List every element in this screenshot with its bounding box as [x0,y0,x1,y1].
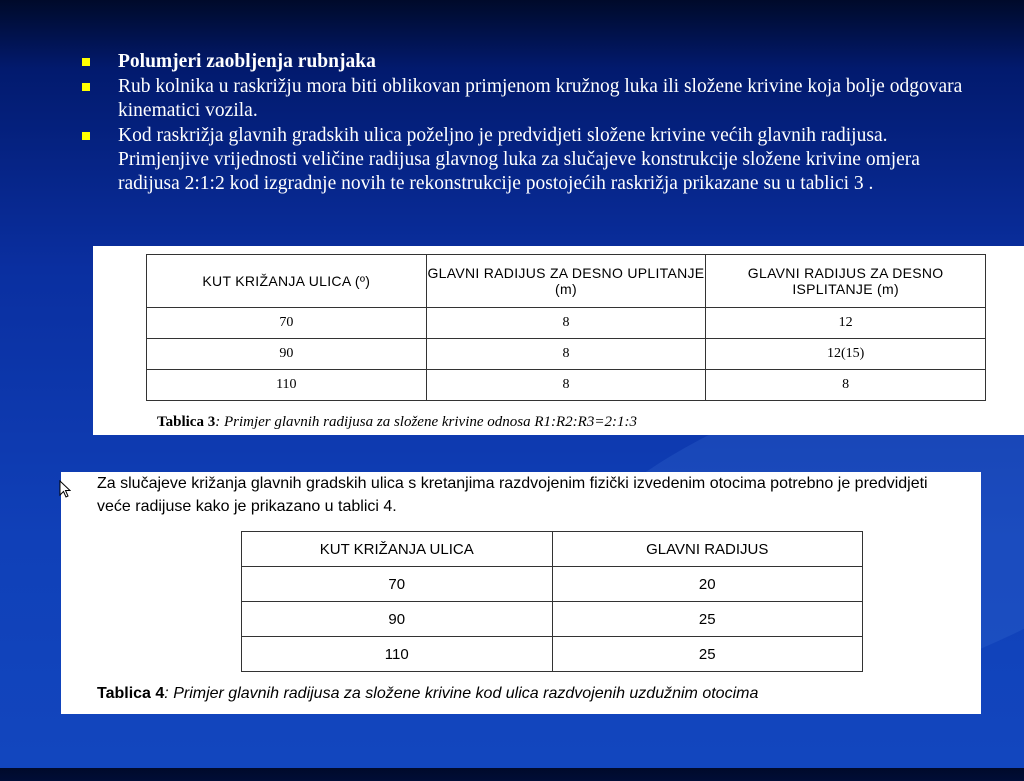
caption-label: Tablica 4 [97,685,165,702]
caption-text: : Primjer glavnih radijusa za složene krivine odnosa R1:R2:R3=2:1:3 [215,414,637,430]
table4-intro: Za slučajeve križanja glavnih gradskih ulica s kretanjima razdvojenim fizički izvedenim otocima potrebno je predvidjeti veće radijuse kako je prikazano u tablici 4. [97,475,928,515]
table-cell: 25 [552,637,862,672]
table-cell: 70 [147,308,427,339]
table-cell: 110 [242,637,553,672]
table-cell: 8 [426,339,706,370]
table4-caption [97,685,758,703]
table-cell: 20 [552,567,862,602]
bullet-item: Kod raskrižja glavnih gradskih ulica poželjno je predvidjeti složene krivine većih glavnih radijusa. Primjenjive vrijednosti veličine radijusa glavnog luka za slučajeve konstrukcije složene krivine omjera radijusa 2:1:2 kod izgradnje novih te rekonstrukcije postojećih raskrižja prikazane su u tablici 3 . [80,124,980,196]
table-cell: 25 [552,602,862,637]
table-cell: 8 [426,370,706,401]
table-row [147,308,986,339]
table-header-row [147,255,986,308]
table-cell: 70 [242,567,553,602]
table-cell: 8 [426,308,706,339]
table-header-cell: KUT KRIŽANJA ULICA (º) [147,255,427,308]
table3 [146,254,986,401]
table4-panel [61,472,981,714]
bullet-item: Rub kolnika u raskrižju mora biti oblikovan primjenom kružnog luka ili složene krivine koja bolje odgovara kinematici vozila. [80,75,980,123]
table-cell: 8 [706,370,986,401]
table-header-cell: GLAVNI RADIJUS ZA DESNO ISPLITANJE (m) [706,255,986,308]
table-cell: 12 [706,308,986,339]
table-row [242,637,863,672]
table-cell: 110 [147,370,427,401]
table-row [147,370,986,401]
table-header-cell: GLAVNI RADIJUS ZA DESNO UPLITANJE (m) [426,255,706,308]
table-row [242,567,863,602]
table3-panel [93,246,1024,435]
table-header-cell: KUT KRIŽANJA ULICA [242,532,553,567]
table-cell: 90 [242,602,553,637]
caption-text: : Primjer glavnih radijusa za složene krivine kod ulica razdvojenih uzdužnim otocima [164,685,759,702]
table3-caption [157,414,637,431]
caption-label: Tablica 3 [157,414,216,430]
table-header-row [242,532,863,567]
bullet-heading: Polumjeri zaobljenja rubnjaka [80,50,980,74]
table-row [147,339,986,370]
table-cell: 90 [147,339,427,370]
mouse-cursor-icon [59,480,71,498]
table4 [241,531,863,672]
table-header-cell: GLAVNI RADIJUS [552,532,862,567]
table-row [242,602,863,637]
table-cell: 12(15) [706,339,986,370]
bullet-list [80,50,980,197]
